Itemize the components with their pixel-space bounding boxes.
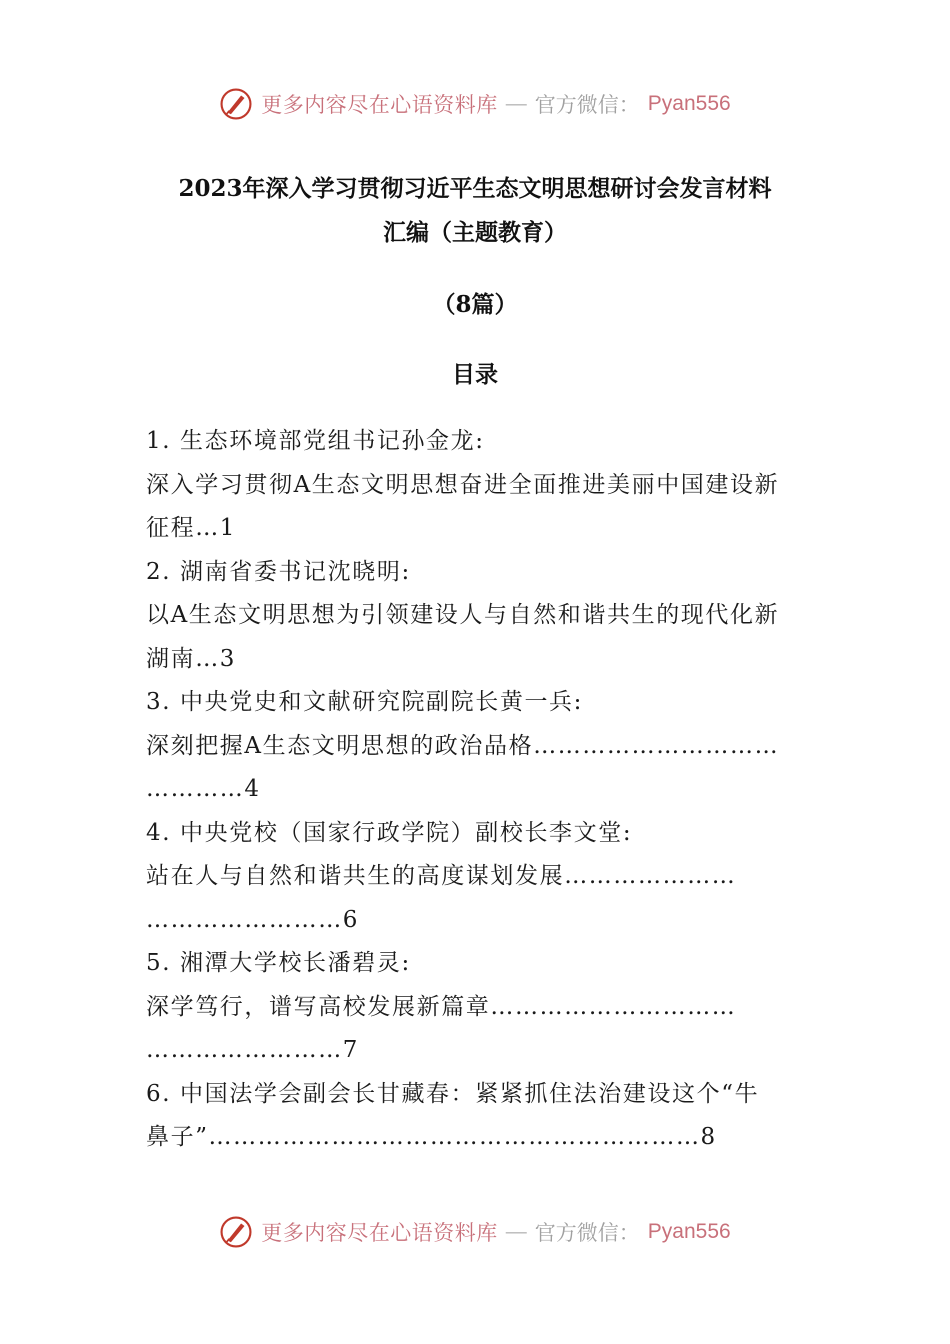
toc-entry-5-author[interactable]: 5. 湘潭大学校长潘碧灵: [146, 950, 411, 976]
toc-entry-2-title-cont[interactable]: 湖南…3 [146, 645, 237, 672]
toc-entry-4-title-cont[interactable]: ……………………6 [146, 906, 360, 933]
toc-entry-1-title-cont[interactable]: 征程…1 [146, 515, 237, 541]
watermark-dash: — [505, 92, 527, 115]
document-title-line2: 汇编（主题教育） [383, 219, 567, 246]
watermark-official-label: 官方微信： [534, 1221, 640, 1245]
header-watermark [0, 82, 950, 126]
toc-entry-2-author[interactable]: 2. 湖南省委书记沈晓明: [146, 558, 411, 585]
watermark-dash: — [505, 1220, 527, 1243]
toc-entry-6-title-cont[interactable]: 鼻子”……………………………………………………8 [146, 1124, 717, 1150]
document-title-line1: 2023年深入学习贯彻习近平生态文明思想研讨会发言材料 [178, 175, 772, 202]
watermark-main-text: 更多内容尽在心语资料库 [261, 1221, 498, 1245]
pen-quill-circle-icon [219, 87, 253, 121]
toc-entry-4-title[interactable]: 站在人与自然和谐共生的高度谋划发展………………… [146, 863, 737, 889]
toc-entry-5-title[interactable]: 深学笃行，谱写高校发展新篇章………………………… [146, 993, 737, 1020]
table-of-contents [146, 420, 806, 1160]
toc-heading: 目录 [452, 361, 498, 388]
toc-entry-3-author[interactable]: 3. 中央党史和文献研究院副院长黄一兵: [146, 689, 584, 715]
watermark-official-label: 官方微信： [534, 93, 640, 117]
toc-entry-4-author[interactable]: 4. 中央党校（国家行政学院）副校长李文堂: [146, 819, 633, 846]
footer-watermark [0, 1210, 950, 1254]
toc-entry-2-title[interactable]: 以A生态文明思想为引领建设人与自然和谐共生的现代化新 [146, 602, 780, 628]
watermark-wechat-id: Pyan556 [647, 92, 731, 115]
watermark-main-text: 更多内容尽在心语资料库 [261, 93, 498, 117]
toc-entry-3-title-cont[interactable]: …………4 [146, 776, 261, 802]
toc-entry-6-author-title[interactable]: 6. 中国法学会副会长甘藏春：紧紧抓住法治建设这个“牛 [146, 1080, 760, 1107]
watermark-wechat-id: Pyan556 [647, 1220, 731, 1243]
pen-quill-circle-icon [219, 1215, 253, 1249]
toc-entry-1-title[interactable]: 深入学习贯彻A生态文明思想奋进全面推进美丽中国建设新 [146, 471, 780, 498]
toc-entry-5-title-cont[interactable]: ……………………7 [146, 1037, 360, 1063]
toc-entry-1-author[interactable]: 1. 生态环境部党组书记孙金龙: [146, 428, 485, 454]
toc-entry-3-title[interactable]: 深刻把握A生态文明思想的政治品格………………………… [146, 732, 780, 759]
article-count: （8篇） [432, 291, 518, 318]
